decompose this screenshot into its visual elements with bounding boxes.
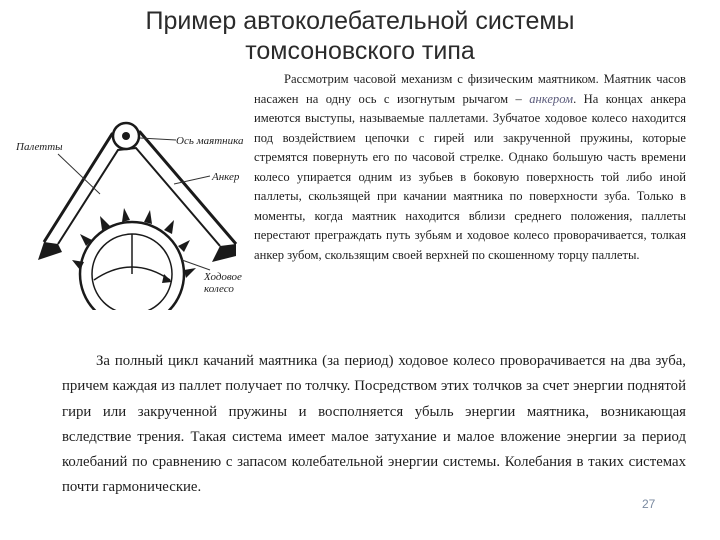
escape-wheel — [72, 208, 196, 310]
label-wheel-line-2: колесо — [204, 283, 234, 295]
slide-title — [0, 6, 720, 66]
full-paragraph: За полный цикл качаний маятника (за период) ходовое колесо проворачивается на два зуба, причем каждая из паллет получает по толчку. Посредством этих толчков за счет энергии поднятой гири или закрученной пружины и восполняется убыль энергии маятника, возникающая вследствие трения. Такая система имеет малое затухание и малое вложение энергии за период колебаний по сравнению с запасом колебательной энергии системы. Колебания в таких системах почти гармонические. — [62, 353, 686, 496]
left-pallet — [38, 242, 62, 260]
label-pendulum-axis: Ось маятника — [176, 135, 244, 147]
anchor-frame — [44, 132, 236, 246]
full-width-text — [62, 349, 686, 501]
page-number: 27 — [642, 497, 656, 511]
column-text-highlight: анкером — [529, 91, 574, 106]
label-anchor: Анкер — [212, 171, 240, 183]
column-text-part-1: Рассмотрим часовой механизм с физическим маятником. Маятник часов насажен на одну ось с изогнутым рычагом – — [254, 72, 686, 106]
right-column-text — [254, 70, 686, 265]
column-paragraph — [254, 70, 686, 265]
title-line-1: Пример автоколебательной системы — [145, 7, 575, 35]
title-line-2: томсоновского типа — [245, 37, 475, 65]
right-pallet — [212, 244, 236, 262]
label-palettes: Палетты — [16, 141, 63, 153]
column-text-part-2: . На концах анкера имеются выступы, называемые паллетами. Зубчатое ходовое колесо находится под воздействием цепочки с гирей или закрученной пружины, которые стремятся повернуть его по часовой стрелке. Однако большую часть времени колесо упирается одним из зубьев в боковую поверхность той либо иной паллеты, скользящей при качании маятника по поверхности зуба. Только в моменты, когда маятник находится вблизи среднего положения, паллеты перестают преграждать путь зубьям и ходовое колесо проворачивается, толкая анкер зубом, скользящим своей верхней по скошенному торцу паллеты. — [254, 91, 686, 262]
escapement-figure — [14, 84, 250, 310]
leader-lines — [58, 138, 210, 270]
label-wheel-line-1: Ходовое — [204, 271, 242, 283]
escapement-drawing — [14, 84, 250, 310]
pendulum-axis-hub — [113, 123, 139, 149]
